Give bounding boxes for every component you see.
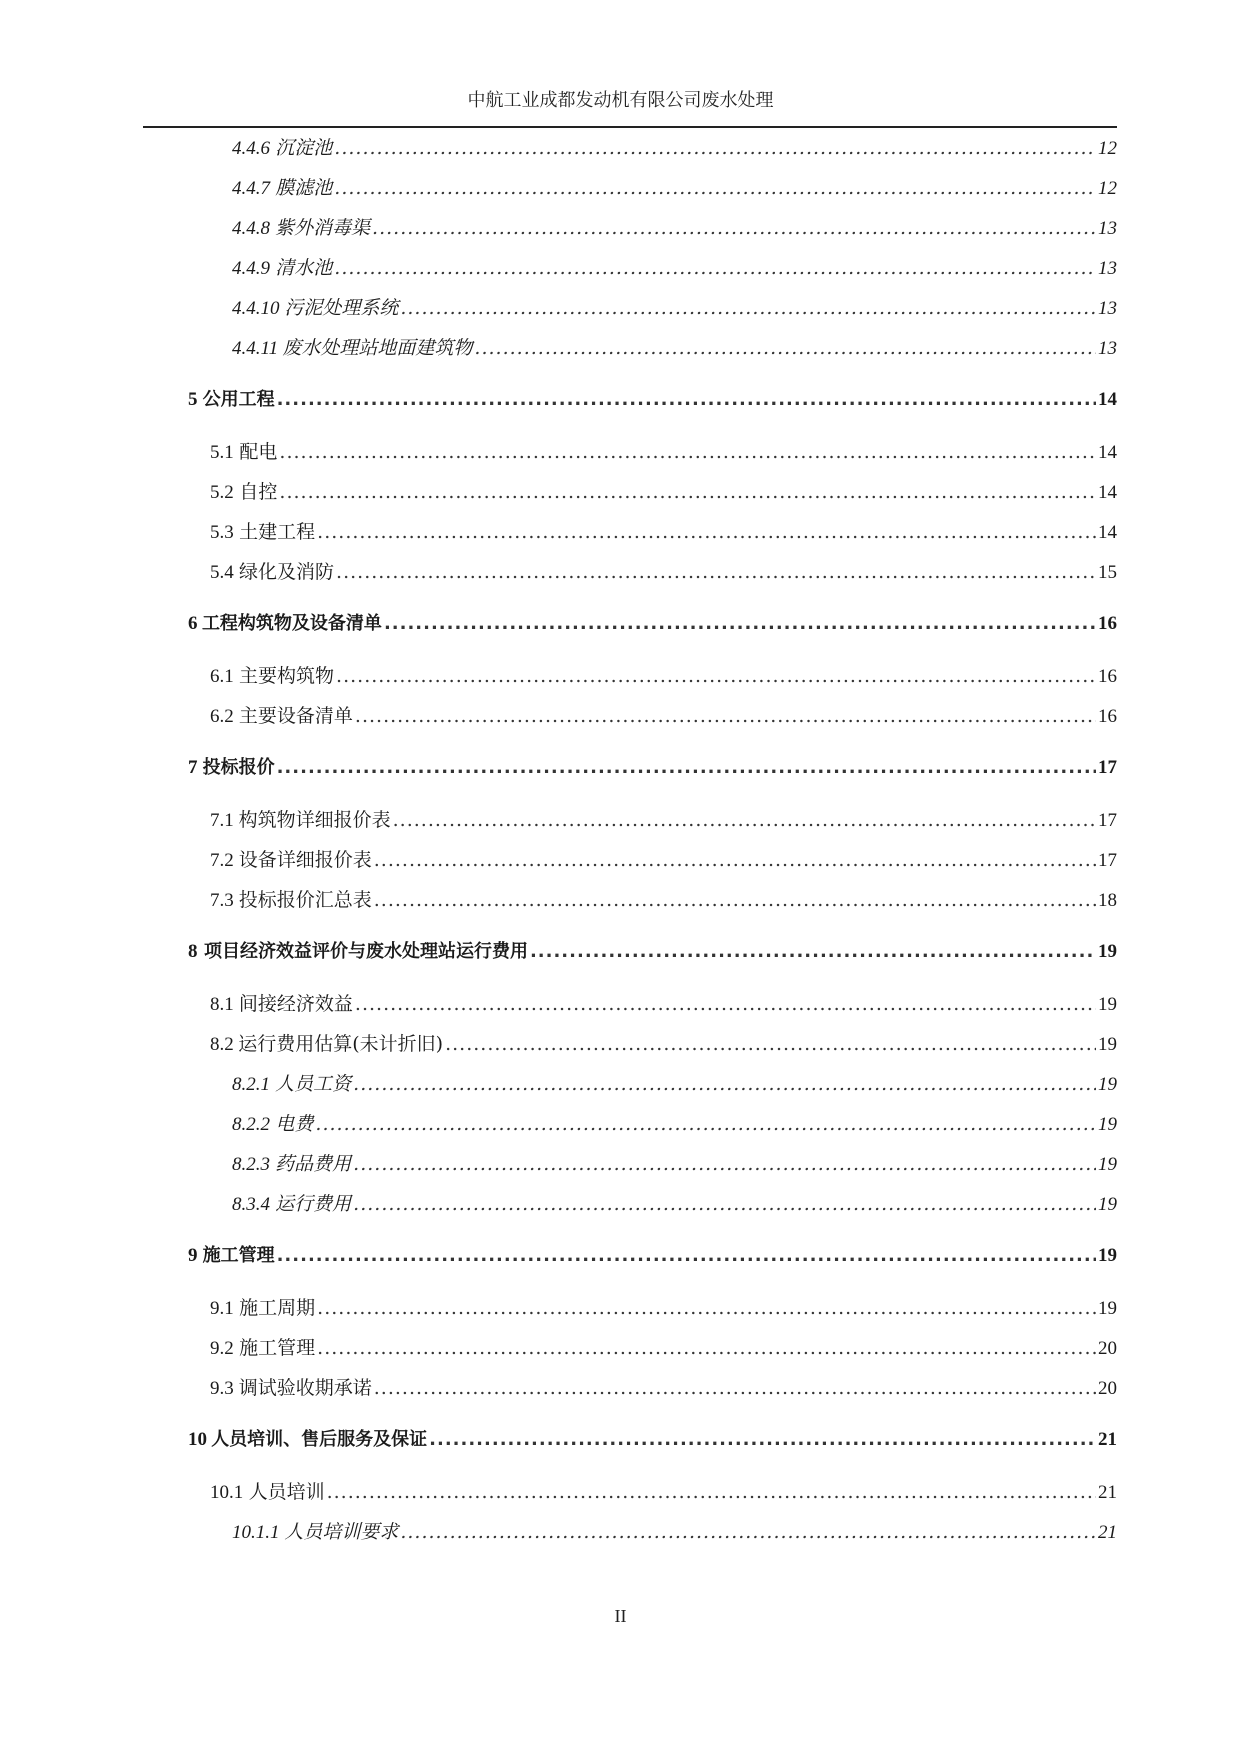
- toc-entry[interactable]: [232, 1519, 1117, 1546]
- toc-entry-page: 20: [1098, 1338, 1117, 1359]
- toc-entry[interactable]: [210, 663, 1117, 690]
- toc-dot-leader: [353, 1071, 1096, 1097]
- toc-entry[interactable]: [210, 847, 1117, 874]
- toc-dot-leader: [336, 559, 1096, 585]
- toc-entry-title: 项目经济效益评价与废水处理站运行费用: [203, 941, 528, 962]
- toc-entry-page: 13: [1098, 258, 1117, 279]
- toc-dot-leader: [317, 519, 1096, 545]
- toc-entry-title: 废水处理站地面建筑物: [282, 337, 473, 359]
- toc-entry[interactable]: [210, 1295, 1117, 1322]
- toc-entry-number: 6.1: [210, 666, 234, 687]
- toc-entry-title: 投标报价: [202, 757, 275, 778]
- toc-entry-page: 16: [1098, 613, 1117, 634]
- toc-dot-leader: [334, 255, 1096, 281]
- toc-entry-title: 沉淀池: [275, 137, 333, 159]
- toc-entry-page: 20: [1098, 1378, 1117, 1399]
- toc-entry-number: 8: [188, 941, 198, 962]
- toc-entry-title: 调试验收期承诺: [238, 1377, 372, 1399]
- toc-entry-page: 19: [1098, 1074, 1117, 1095]
- toc-entry-number: 4.4.9: [232, 258, 270, 279]
- toc-entry-number: 9.3: [210, 1378, 234, 1399]
- toc-entry-title: 绿化及消防: [239, 561, 335, 583]
- toc-dot-leader: [384, 611, 1096, 637]
- running-header: 中航工业成都发动机有限公司废水处理: [467, 90, 774, 110]
- toc-entry-page: 21: [1098, 1482, 1117, 1503]
- toc-entry-title: 人员工资: [275, 1073, 352, 1095]
- toc-entry[interactable]: [188, 611, 1117, 637]
- toc-entry[interactable]: [232, 1151, 1117, 1178]
- toc-entry-title: 土建工程: [239, 521, 316, 543]
- toc-entry[interactable]: [232, 175, 1117, 202]
- toc-entry-page: 17: [1098, 757, 1117, 778]
- toc-dot-leader: [327, 1479, 1096, 1505]
- toc-entry-title: 间接经济效益: [238, 993, 353, 1015]
- toc-entry[interactable]: [210, 703, 1117, 730]
- page-number: II: [614, 1606, 627, 1626]
- toc-entry-page: 19: [1098, 1194, 1117, 1215]
- toc-entry-page: 12: [1098, 138, 1117, 159]
- toc-entry-number: 4.4.11: [232, 338, 279, 359]
- toc-entry[interactable]: [210, 439, 1117, 466]
- toc-entry-title: 设备详细报价表: [238, 849, 372, 871]
- toc-dot-leader: [336, 663, 1096, 689]
- toc-entry[interactable]: [232, 135, 1117, 162]
- toc-entry-title: 人员培训: [248, 1481, 325, 1503]
- toc-entry-number: 5: [188, 389, 198, 410]
- toc-entry[interactable]: [232, 295, 1117, 322]
- toc-entry[interactable]: [232, 1071, 1117, 1098]
- toc-entry-number: 8.2: [210, 1034, 234, 1055]
- toc-entry-number: 8.1: [210, 994, 234, 1015]
- toc-dot-leader: [374, 847, 1096, 873]
- toc-entry-title: 运行费用: [275, 1193, 352, 1215]
- toc-dot-leader: [400, 1519, 1096, 1545]
- toc-entry-page: 21: [1098, 1429, 1117, 1450]
- toc-entry-number: 10.1.1: [232, 1522, 280, 1543]
- toc-entry[interactable]: [210, 991, 1117, 1018]
- toc-entry-page: 12: [1098, 178, 1117, 199]
- toc-entry[interactable]: [210, 1375, 1117, 1402]
- toc-entry-number: 9: [188, 1245, 198, 1266]
- toc-entry-number: 9.1: [210, 1298, 234, 1319]
- toc-dot-leader: [374, 887, 1096, 913]
- toc-entry-number: 10: [188, 1429, 207, 1450]
- toc-dot-leader: [393, 807, 1096, 833]
- toc-entry[interactable]: [210, 559, 1117, 586]
- toc-entry-number: 10.1: [210, 1482, 244, 1503]
- toc-entry-page: 19: [1098, 1245, 1117, 1266]
- toc-entry-number: 6.2: [210, 706, 234, 727]
- toc-entry-title: 运行费用估算(未计折旧): [238, 1033, 444, 1055]
- toc-entry[interactable]: [188, 755, 1117, 781]
- toc-entry-title: 人员培训要求: [284, 1521, 399, 1543]
- toc-entry-page: 18: [1098, 890, 1117, 911]
- toc-entry-title: 药品费用: [275, 1153, 352, 1175]
- toc-entry-page: 17: [1098, 810, 1117, 831]
- toc-dot-leader: [445, 1031, 1096, 1057]
- toc-entry[interactable]: [188, 1243, 1117, 1269]
- toc-dot-leader: [353, 1151, 1096, 1177]
- toc-entry-page: 13: [1098, 298, 1117, 319]
- toc-entry[interactable]: [210, 479, 1117, 506]
- toc-entry-number: 7.3: [210, 890, 234, 911]
- toc-dot-leader: [372, 215, 1096, 241]
- toc-dot-leader: [279, 479, 1096, 505]
- toc-entry[interactable]: [210, 519, 1117, 546]
- toc-entry-title: 主要设备清单: [238, 705, 353, 727]
- toc-entry-number: 7.1: [210, 810, 234, 831]
- toc-dot-leader: [277, 387, 1096, 413]
- toc-entry-title: 配电: [239, 441, 278, 463]
- toc-entry-page: 13: [1098, 338, 1117, 359]
- toc-entry-number: 8.2.1: [232, 1074, 270, 1095]
- toc-entry-number: 6: [188, 613, 198, 634]
- toc-entry-number: 8.3.4: [232, 1194, 270, 1215]
- toc-dot-leader: [279, 439, 1096, 465]
- toc-entry-number: 7: [188, 757, 198, 778]
- toc-entry-number: 5.2: [210, 482, 234, 503]
- toc-entry[interactable]: [232, 335, 1117, 362]
- toc-entry-page: 14: [1098, 522, 1117, 543]
- toc-entry-page: 21: [1098, 1522, 1117, 1543]
- toc-entry-page: 19: [1098, 1298, 1117, 1319]
- toc-entry-title: 污泥处理系统: [284, 297, 399, 319]
- toc-entry-title: 紫外消毒渠: [275, 217, 371, 239]
- toc-entry-title: 工程构筑物及设备清单: [201, 613, 382, 634]
- toc-entry-page: 17: [1098, 850, 1117, 871]
- toc-entry-title: 施工周期: [239, 1297, 316, 1319]
- toc-entry-page: 13: [1098, 218, 1117, 239]
- toc-entry[interactable]: [232, 1111, 1117, 1138]
- toc-dot-leader: [317, 1295, 1096, 1321]
- toc-entry-number: 8.2.2: [232, 1114, 270, 1135]
- toc-entry-number: 5.3: [210, 522, 234, 543]
- toc-entry[interactable]: [232, 215, 1117, 242]
- toc-entry-title: 电费: [275, 1113, 314, 1135]
- toc-entry[interactable]: [188, 387, 1117, 413]
- toc-entry[interactable]: [210, 1479, 1117, 1506]
- toc-entry-number: 5.4: [210, 562, 234, 583]
- toc-entry-title: 清水池: [275, 257, 333, 279]
- toc-entry-number: 4.4.6: [232, 138, 270, 159]
- toc-entry-page: 16: [1098, 666, 1117, 687]
- toc-entry[interactable]: [210, 1335, 1117, 1362]
- toc-dot-leader: [355, 991, 1096, 1017]
- toc-entry-page: 14: [1098, 389, 1117, 410]
- toc-entry-page: 19: [1098, 1034, 1117, 1055]
- toc-entry[interactable]: [188, 939, 1117, 965]
- toc-entry-number: 4.4.7: [232, 178, 270, 199]
- toc-entry[interactable]: [188, 1427, 1117, 1453]
- toc-dot-leader: [317, 1335, 1096, 1361]
- toc-entry-number: 8.2.3: [232, 1154, 270, 1175]
- toc-dot-leader: [355, 703, 1096, 729]
- toc-entry-title: 施工管理: [202, 1245, 275, 1266]
- toc-entry-title: 公用工程: [202, 389, 275, 410]
- toc-entry-page: 14: [1098, 482, 1117, 503]
- toc-entry[interactable]: [210, 887, 1117, 914]
- toc-entry-number: 7.2: [210, 850, 234, 871]
- toc-entry[interactable]: [210, 1031, 1117, 1058]
- toc-dot-leader: [400, 295, 1096, 321]
- toc-entry-title: 投标报价汇总表: [238, 889, 372, 911]
- toc-dot-leader: [277, 755, 1096, 781]
- toc-entry-number: 4.4.10: [232, 298, 280, 319]
- toc-entry-page: 14: [1098, 442, 1117, 463]
- toc-entry-page: 19: [1098, 1154, 1117, 1175]
- toc-entry-page: 15: [1098, 562, 1117, 583]
- toc-entry[interactable]: [210, 807, 1117, 834]
- toc-entry-page: 19: [1098, 941, 1117, 962]
- toc-entry[interactable]: [232, 255, 1117, 282]
- toc-entry-page: 19: [1098, 994, 1117, 1015]
- toc-entry-title: 自控: [239, 481, 278, 503]
- toc-dot-leader: [530, 939, 1096, 965]
- toc-entry-number: 4.4.8: [232, 218, 270, 239]
- toc-dot-leader: [334, 175, 1096, 201]
- toc-entry-page: 19: [1098, 1114, 1117, 1135]
- toc-entry-title: 构筑物详细报价表: [238, 809, 391, 831]
- toc-entry-page: 16: [1098, 706, 1117, 727]
- toc-entry-number: 5.1: [210, 442, 234, 463]
- toc-entry-number: 9.2: [210, 1338, 234, 1359]
- toc-dot-leader: [277, 1243, 1096, 1269]
- toc-entry-title: 主要构筑物: [239, 665, 335, 687]
- toc-entry-title: 施工管理: [239, 1337, 316, 1359]
- toc-dot-leader: [429, 1427, 1096, 1453]
- toc-entry-title: 人员培训、售后服务及保证: [211, 1429, 428, 1450]
- toc-entry-title: 膜滤池: [275, 177, 333, 199]
- toc-dot-leader: [374, 1375, 1096, 1401]
- toc-dot-leader: [353, 1191, 1096, 1217]
- toc-dot-leader: [334, 135, 1096, 161]
- toc-dot-leader: [315, 1111, 1096, 1137]
- toc-entry[interactable]: [232, 1191, 1117, 1218]
- toc-dot-leader: [474, 335, 1096, 361]
